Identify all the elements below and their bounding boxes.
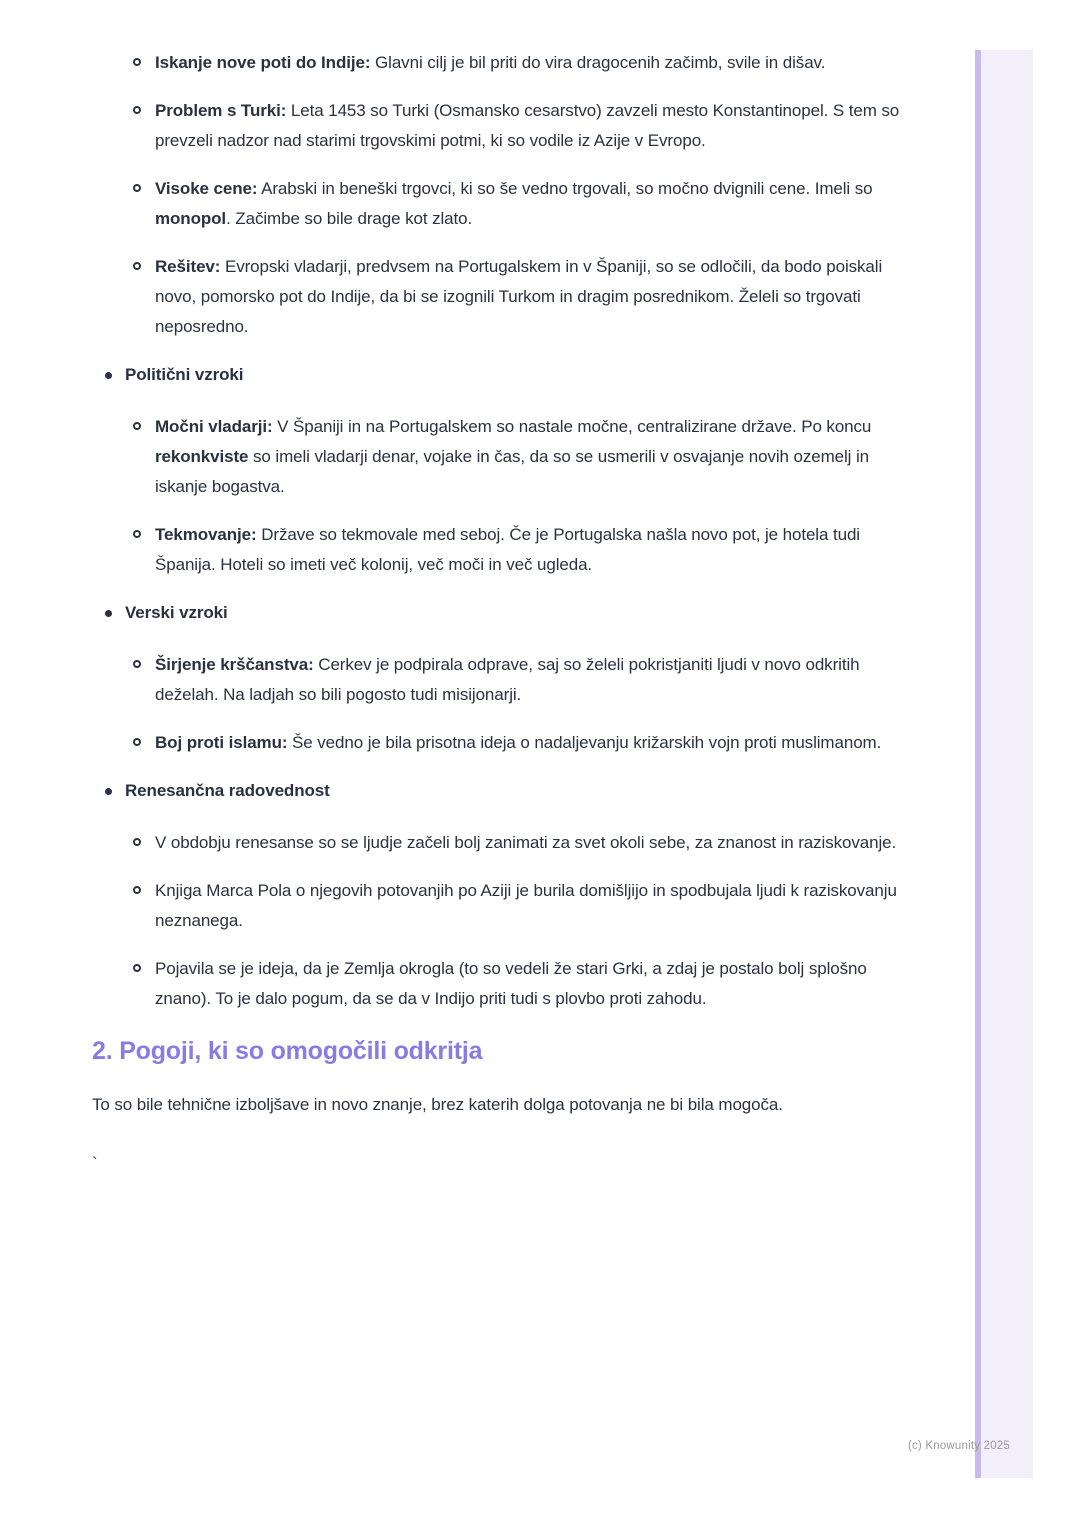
bold-text: Tekmovanje: [155,525,257,544]
list-group-title [125,598,910,628]
list-item [155,954,910,1014]
circle-bullet-icon [133,530,141,538]
list-group-title [125,360,910,390]
list-group [125,360,910,580]
list-item [155,650,910,710]
regular-text: Leta 1453 so Turki (Osmansko cesarstvo) zavzeli mesto Konstantinopel. S tem so prevzeli nadzor nad starimi trgovskimi potmi, ki so vodile iz Azije v Evropo. [155,101,900,150]
disc-bullet-icon [105,610,112,617]
regular-text: . Začimbe so bile drage kot zlato. [226,209,473,228]
regular-text: so imeli vladarji denar, vojake in čas, da so se usmerili v osvajanje novih ozemelj in iskanje bogastva. [155,447,870,496]
list-item [155,96,910,156]
circle-bullet-icon [133,58,141,66]
copyright-watermark: (c) Knowunity 2025 [907,1440,1010,1452]
bold-text: Iskanje nove poti do Indije: [155,53,371,72]
bold-text: Visoke cene: [155,179,258,198]
bold-text: Širjenje krščanstva: [155,655,314,674]
list-group-title [125,776,910,806]
list-item [155,828,910,858]
group-title-text: Renesančna radovednost [125,781,330,800]
regular-text: V obdobju renesanse so se ljudje začeli bolj zanimati za svet okoli sebe, za znanost in raziskovanje. [155,833,897,852]
bold-text: Rešitev: [155,257,221,276]
disc-bullet-icon [105,788,112,795]
circle-bullet-icon [133,106,141,114]
bold-text: Boj proti islamu: [155,733,288,752]
group-subitem-list [125,650,910,758]
list-item [155,520,910,580]
document-content [92,48,910,1179]
list-item [155,252,910,342]
bold-text: rekonkviste [155,447,249,466]
list-item [155,728,910,758]
right-margin-strip [975,50,1033,1478]
circle-bullet-icon [133,738,141,746]
group-title-text: Verski vzroki [125,603,228,622]
regular-text: Arabski in beneški trgovci, ki so še vedno trgovali, so močno dvignili cene. Imeli so [257,179,873,198]
list-item [155,412,910,502]
list-item [155,48,910,78]
bold-text: Problem s Turki: [155,101,287,120]
bold-text: monopol [155,209,227,228]
list-group [125,776,910,1014]
list-group [125,598,910,758]
bold-text: Močni vladarji: [155,417,273,436]
circle-bullet-icon [133,838,141,846]
intro-subitem-list [92,48,910,342]
circle-bullet-icon [133,262,141,270]
circle-bullet-icon [133,886,141,894]
regular-text: V Španiji in na Portugalskem so nastale močne, centralizirane države. Po koncu [272,417,872,436]
stray-backtick-character: ` [92,1154,98,1173]
regular-text: Glavni cilj je bil priti do vira dragocenih začimb, svile in dišav. [370,53,826,72]
regular-text: Evropski vladarji, predvsem na Portugalskem in v Španiji, so se odločili, da bodo poiskali novo, pomorsko pot do Indije, da bi se izognili Turkom in dragim posrednikom. Želeli so trgovati neposredno. [155,257,883,336]
group-title-text: Politični vzroki [125,365,244,384]
section-intro-paragraph: To so bile tehnične izboljšave in novo znanje, brez katerih dolga potovanja ne bi bila mogoča. [92,1095,783,1114]
list-item [155,174,910,234]
group-subitem-list [125,828,910,1014]
disc-bullet-icon [105,372,112,379]
section-heading: 2. Pogoji, ki so omogočili odkritja [92,1037,483,1065]
circle-bullet-icon [133,660,141,668]
group-subitem-list [125,412,910,580]
regular-text: Knjiga Marca Pola o njegovih potovanjih po Aziji je burila domišljijo in spodbujala ljudi k raziskovanju neznanega. [155,881,897,930]
causes-group-list [92,360,910,1014]
regular-text: Države so tekmovale med seboj. Če je Portugalska našla novo pot, je hotela tudi Španija. Hoteli so imeti več kolonij, več moči in več ugleda. [155,525,860,574]
list-item [155,876,910,936]
regular-text: Pojavila se je ideja, da je Zemlja okrogla (to so vedeli že stari Grki, a zdaj je postalo bolj splošno znano). To je dalo pogum, da se da v Indijo priti tudi s plovbo proti zahodu. [155,959,867,1008]
regular-text: Še vedno je bila prisotna ideja o nadaljevanju križarskih vojn proti muslimanom. [287,733,882,752]
circle-bullet-icon [133,964,141,972]
regular-text: Cerkev je podpirala odprave, saj so želeli pokristjaniti ljudi v novo odkritih deželah. Na ladjah so bili pogosto tudi misijonarji. [155,655,860,704]
circle-bullet-icon [133,184,141,192]
circle-bullet-icon [133,422,141,430]
